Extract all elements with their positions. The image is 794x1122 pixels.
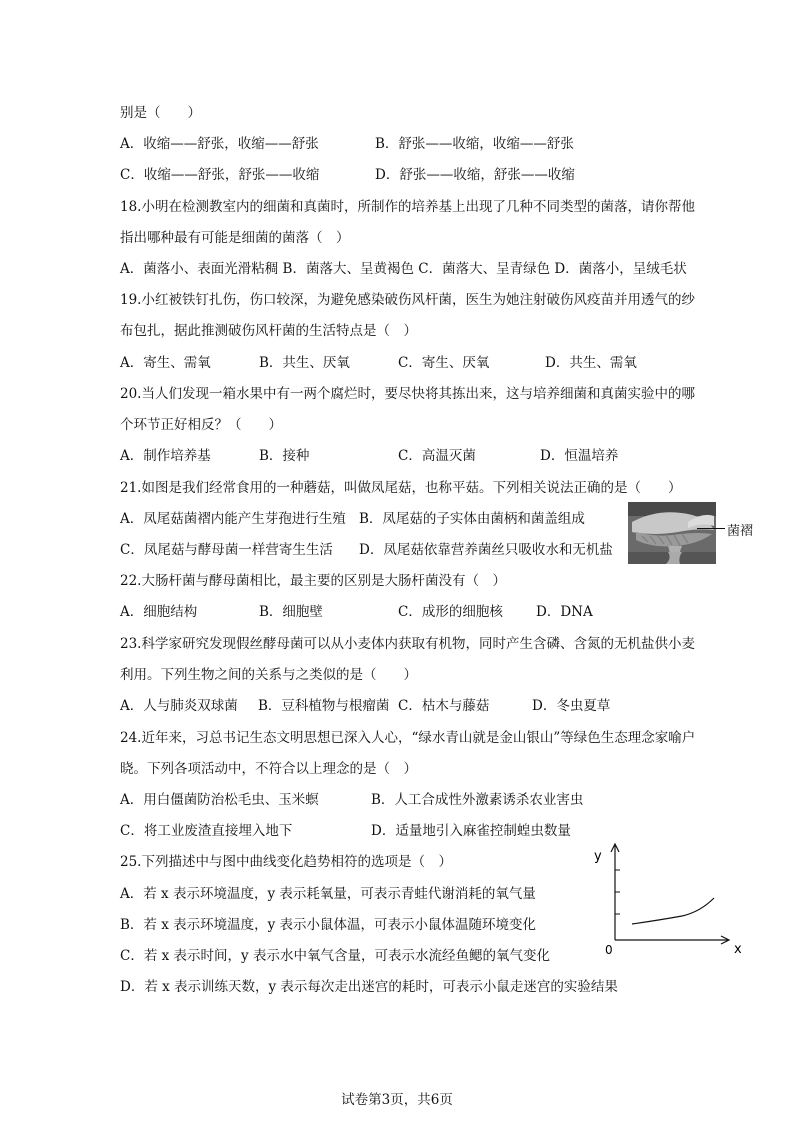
q22-stem: 22.大肠杆菌与酵母菌相比，最主要的区别是大肠杆菌没有（ ） [120,573,506,589]
mushroom-gill-label: 菌褶 [727,524,754,539]
mushroom-photo [628,502,716,564]
mushroom-figure [628,502,716,564]
page-footer: 试卷第3页，共6页 [341,1092,453,1108]
q17-stem-end: 别是（ ） [120,105,201,121]
q19-option-d: D．共生、需氧 [545,355,637,371]
q20-option-b: B．接种 [259,448,310,464]
q24-option-a: A．用白僵菌防治松毛虫、玉米螟 [120,792,319,808]
q19-option-a: A．寄生、需氧 [120,355,211,371]
q23-option-d: D．冬虫夏草 [532,698,611,714]
q24-option-c: C．将工业废渣直接埋入地下 [120,823,293,839]
q25-stem: 25.下列描述中与图中曲线变化趋势相符的选项是（ ） [120,854,452,870]
q21-option-d: D．凤尾菇依靠营养菌丝只吸收水和无机盐 [359,542,613,558]
q17-option-d: D．舒张——收缩，舒张——收缩 [375,167,575,183]
q21-stem: 21.如图是我们经常食用的一种蘑菇，叫做凤尾菇，也称平菇。下列相关说法正确的是（ ） [120,480,682,496]
q23-option-a: A．人与肺炎双球菌 [120,698,238,714]
q24-option-b: B．人工合成性外激素诱杀农业害虫 [371,792,584,808]
q19-stem-line2: 布包扎，据此推测破伤风杆菌的生活特点是（ ） [120,323,417,339]
graph-y-label: y [594,849,602,864]
q21-option-b: B．凤尾菇的子实体由菌柄和菌盖组成 [359,511,585,527]
q21-option-c: C．凤尾菇与酵母菌一样营寄生生活 [120,542,333,558]
q23-option-b: B．豆科植物与根瘤菌 [258,698,390,714]
q21-option-a: A．凤尾菇菌褶内能产生芽孢进行生殖 [120,511,346,527]
q25-option-c: C．若 x 表示时间，y 表示水中氧气含量，可表示水流经鱼鳃的氧气变化 [120,948,550,964]
q20-stem-line2: 个环节正好相反？（ ） [120,417,282,433]
q25-option-a: A．若 x 表示环境温度，y 表示耗氧量，可表示青蛙代谢消耗的氧气量 [120,886,536,902]
q19-option-c: C．寄生、厌氧 [398,355,490,371]
q25-curve-graph [590,840,760,970]
q18-options: A．菌落小、表面光滑粘稠 B．菌落大、呈黄褐色 C．菌落大、呈青绿色 D．菌落小，呈绒毛状 [120,261,687,277]
q22-option-b: B．细胞壁 [259,604,323,620]
graph-origin-label: 0 [605,943,613,957]
q18-stem-line2: 指出哪种最有可能是细菌的菌落（ ） [120,230,350,246]
q22-option-c: C．成形的细胞核 [398,604,503,620]
q22-option-d: D．DNA [536,604,593,620]
q24-option-d: D．适量地引入麻雀控制蝗虫数量 [371,823,571,839]
q20-option-c: C．高温灭菌 [398,448,476,464]
q23-stem-line2: 利用。下列生物之间的关系与之类似的是（ ） [120,667,417,683]
q17-option-c: C．收缩——舒张，舒张——收缩 [120,167,320,183]
q25-option-d: D．若 x 表示训练天数，y 表示每次走出迷宫的耗时，可表示小鼠走迷宫的实验结果 [120,979,618,995]
graph-x-label: x [734,942,742,957]
q23-option-c: C．枯木与藤菇 [398,698,490,714]
q20-stem-line1: 20.当人们发现一箱水果中有一两个腐烂时，要尽快将其拣出来，这与培养细菌和真菌实验中的哪 [120,386,695,402]
q20-option-a: A．制作培养基 [120,448,211,464]
q17-option-a: A．收缩——舒张，收缩——舒张 [120,136,319,152]
mushroom-pointer-line [697,528,725,529]
q18-stem-line1: 18.小明在检测教室内的细菌和真菌时，所制作的培养基上出现了几种不同类型的菌落，请你帮他 [120,199,695,215]
q17-option-b: B．舒张——收缩，收缩——舒张 [375,136,574,152]
q20-option-d: D．恒温培养 [540,448,619,464]
q19-stem-line1: 19.小红被铁钉扎伤，伤口较深，为避免感染破伤风杆菌，医生为她注射破伤风疫苗并用透气的纱 [120,292,695,308]
q19-option-b: B．共生、厌氧 [259,355,350,371]
q24-stem-line1: 24.近年来，习总书记生态文明思想已深入人心，“绿水青山就是金山银山”等绿色生态理念家喻户 [120,730,696,746]
q24-stem-line2: 晓。下列各项活动中，不符合以上理念的是（ ） [120,761,417,777]
q23-stem-line1: 23.科学家研究发现假丝酵母菌可以从小麦体内获取有机物，同时产生含磷、含氮的无机盐供小麦 [120,636,695,652]
q25-option-b: B．若 x 表示环境温度，y 表示小鼠体温，可表示小鼠体温随环境变化 [120,917,537,933]
graph-curve [632,898,714,924]
q22-option-a: A．细胞结构 [120,604,198,620]
